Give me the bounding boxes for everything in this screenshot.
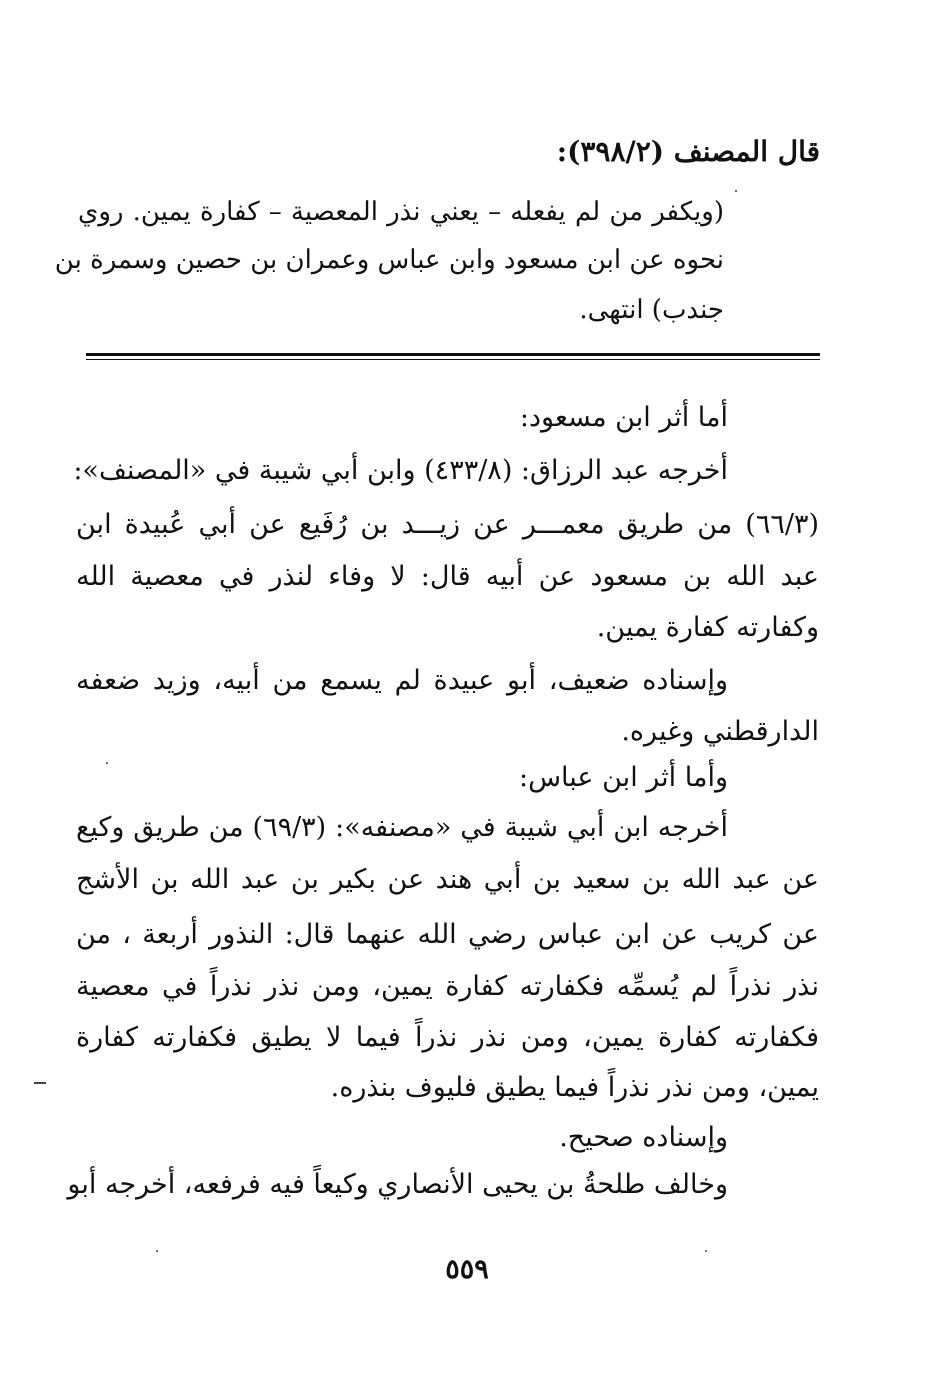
paragraph-line-2: أخرجه عبد الرزاق: (٤٣٣/٨) وابن أبي شيبة في «المصنف»: <box>73 455 728 486</box>
paragraph-line-14: يمين، ومن نذر نذراً فيما يطيق فليوف بنذره. <box>330 1072 819 1103</box>
quote-line-2: نحوه عن ابن مسعود وابن عباس وعمران بن حصين وسمرة بن <box>54 245 724 275</box>
paragraph-line-9: أخرجه ابن أبي شيبة في «مصنفه»: (٦٩/٣) من طريق وكيع <box>76 812 728 843</box>
paragraph-line-15: وإسناده صحيح. <box>559 1122 728 1153</box>
paragraph-line-4: عبد الله بن مسعود عن أبيه قال: لا وفاء لنذر في معصية الله <box>76 561 819 592</box>
paragraph-line-1: أما أثر ابن مسعود: <box>519 402 728 433</box>
speck <box>156 1250 158 1252</box>
divider-thick <box>86 353 820 356</box>
speck <box>705 1250 707 1252</box>
divider-thin <box>86 359 820 360</box>
paragraph-line-7: الدارقطني وغيره. <box>621 716 819 747</box>
speck <box>106 762 108 764</box>
margin-mark <box>34 1082 46 1084</box>
section-heading: قال المصنف (٣٩٨/٢): <box>556 135 820 168</box>
speck <box>735 190 737 192</box>
paragraph-line-10: عن عبد الله بن سعيد بن أبي هند عن بكير بن عبد الله بن الأشج <box>76 864 819 895</box>
paragraph-line-16: وخالف طلحةُ بن يحيى الأنصاري وكيعاً فيه فرفعه، أخرجه أبو <box>67 1169 728 1200</box>
paragraph-line-5: وكفارته كفارة يمين. <box>596 612 819 643</box>
page-number: ٥٥٩ <box>445 1254 489 1285</box>
quote-line-3: جندب) انتهى. <box>579 295 724 325</box>
quote-line-1: (ويكفر من لم يفعله – يعني نذر المعصية – كفارة يمين. روي <box>78 197 724 227</box>
paragraph-line-11: عن كريب عن ابن عباس رضي الله عنهما قال: النذور أربعة ، من <box>76 919 819 950</box>
paragraph-line-6: وإسناده ضعيف، أبو عبيدة لم يسمع من أبيه، وزيد ضعفه <box>76 665 728 696</box>
paragraph-line-8: وأما أثر ابن عباس: <box>519 762 728 793</box>
paragraph-line-3: (٦٦/٣) من طريق معمـــر عن زيـــد بن رُفَيع عن أبي عُبيدة ابن <box>76 509 819 540</box>
paragraph-line-12: نذر نذراً لم يُسمِّه فكفارته كفارة يمين، ومن نذر نذراً في معصية <box>76 971 819 1002</box>
paragraph-line-13: فكفارته كفارة يمين، ومن نذر نذراً فيما لا يطيق فكفارته كفارة <box>76 1022 819 1053</box>
